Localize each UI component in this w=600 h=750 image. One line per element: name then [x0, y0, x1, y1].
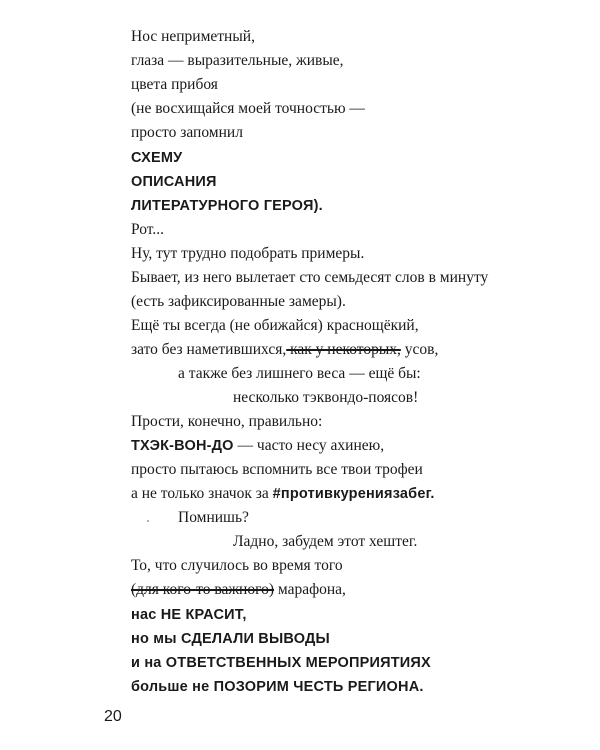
poem-line: (есть зафиксированные замеры).	[131, 293, 346, 310]
poem-line-bold: ОПИСАНИЯ	[131, 174, 217, 190]
poem-line	[131, 580, 346, 600]
poem-line	[131, 484, 435, 504]
poem-line	[131, 436, 384, 456]
poem-line: Ещё ты всегда (не обижайся) краснощёкий,	[131, 317, 419, 334]
poem-line-indented: Помнишь?	[178, 509, 249, 526]
poem-line: глаза — выразительные, живые,	[131, 52, 344, 69]
poem-line-indented: Ладно, забудем этот хештег.	[233, 533, 418, 550]
poem-line	[131, 340, 438, 360]
hashtag-text: #противкурениязабег.	[272, 486, 435, 502]
poem-line-bold: ЛИТЕРАТУРНОГО ГЕРОЯ).	[131, 198, 323, 214]
text-segment: — часто несу ахинею,	[233, 437, 385, 454]
poem-line-indented: несколько тэквондо-поясов!	[233, 389, 419, 406]
poem-line: просто запомнил	[131, 124, 243, 141]
text-segment: а не только значок за	[131, 485, 273, 502]
strikethrough-text: как у некоторых,	[286, 341, 401, 358]
poem-line-bold: СХЕМУ	[131, 150, 183, 166]
strikethrough-text: (для кого-то важного)	[131, 581, 274, 598]
speck	[147, 520, 149, 522]
text-segment: усов,	[400, 341, 439, 358]
poem-line-bold: и на ОТВЕТСТВЕННЫХ МЕРОПРИЯТИЯХ	[131, 655, 431, 671]
page-number: 20	[104, 708, 122, 725]
poem-line: Прости, конечно, правильно:	[131, 413, 323, 430]
text-segment: зато без наметившихся,	[131, 341, 287, 358]
poem-line-bold: нас НЕ КРАСИТ,	[131, 607, 247, 623]
poem-line: (не восхищайся моей точностью —	[131, 100, 365, 117]
poem-line: просто пытаюсь вспомнить все твои трофеи	[131, 461, 423, 478]
poem-line: Рот...	[131, 221, 165, 238]
poem-line-bold: больше не ПОЗОРИМ ЧЕСТЬ РЕГИОНА.	[131, 679, 424, 695]
poem-line: Бывает, из него вылетает сто семьдесят слов в минуту	[131, 269, 489, 286]
poem-line: То, что случилось во время того	[131, 557, 343, 574]
text-segment: марафона,	[274, 581, 346, 598]
poem-line-bold: но мы СДЕЛАЛИ ВЫВОДЫ	[131, 631, 330, 647]
poem-line: Ну, тут трудно подобрать примеры.	[131, 245, 365, 262]
poem-line-indented: а также без лишнего веса — ещё бы:	[178, 365, 421, 382]
bold-text: ТХЭК-ВОН-ДО	[131, 438, 234, 454]
poem-line: цвета прибоя	[131, 76, 218, 93]
poem-line: Нос неприметный,	[131, 28, 255, 45]
